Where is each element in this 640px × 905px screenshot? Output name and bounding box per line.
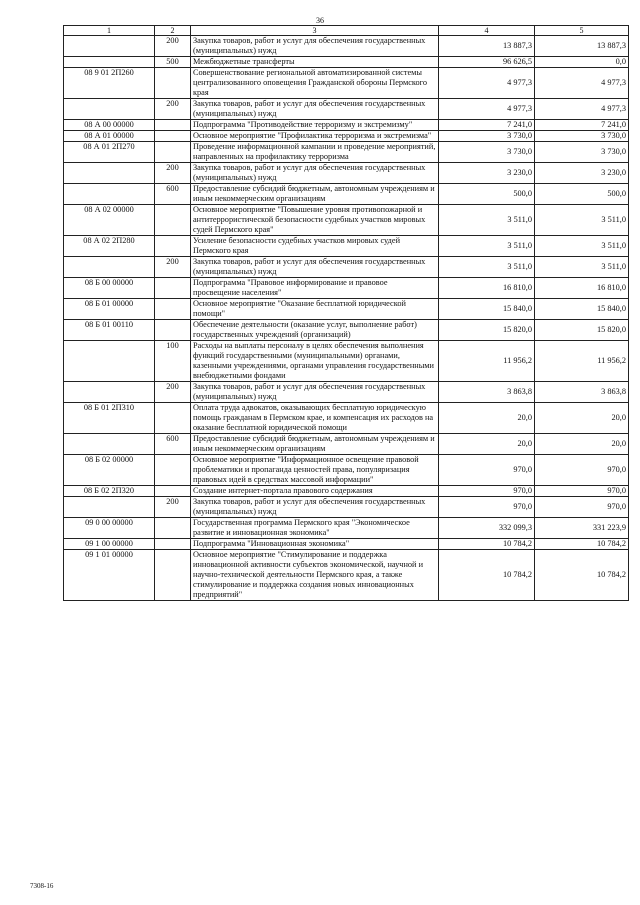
budget-table bbox=[63, 25, 629, 601]
table-row bbox=[64, 403, 629, 434]
table-row bbox=[64, 299, 629, 320]
row-value-2: 3 230,0 bbox=[535, 163, 629, 184]
header-col-5: 5 bbox=[535, 26, 629, 36]
row-code: 08 9 01 2П260 bbox=[64, 68, 155, 99]
header-col-4: 4 bbox=[439, 26, 535, 36]
row-value-1: 20,0 bbox=[439, 434, 535, 455]
row-expense-type: 200 bbox=[155, 382, 191, 403]
row-value-1: 10 784,2 bbox=[439, 539, 535, 550]
row-name: Основное мероприятие "Информационное освещение правовой проблематики и пропаганда ценностей права, популяризация правовых идей в средствах массовой информации" bbox=[191, 455, 439, 486]
row-value-2: 331 223,9 bbox=[535, 518, 629, 539]
row-value-1: 10 784,2 bbox=[439, 550, 535, 601]
row-name: Расходы на выплаты персоналу в целях обеспечения выполнения функций государственными (муниципальными) органами, казенными учреждениями, органами управления государственными внебюджетными фондами bbox=[191, 341, 439, 382]
row-value-1: 15 840,0 bbox=[439, 299, 535, 320]
header-col-3: 3 bbox=[191, 26, 439, 36]
row-value-2: 15 820,0 bbox=[535, 320, 629, 341]
row-value-1: 3 511,0 bbox=[439, 205, 535, 236]
row-expense-type: 100 bbox=[155, 341, 191, 382]
row-name: Подпрограмма "Противодействие терроризму и экстремизму" bbox=[191, 120, 439, 131]
row-expense-type bbox=[155, 299, 191, 320]
row-value-2: 970,0 bbox=[535, 497, 629, 518]
page-number: 36 bbox=[316, 16, 324, 25]
row-value-1: 3 511,0 bbox=[439, 257, 535, 278]
row-name: Государственная программа Пермского края "Экономическое развитие и инновационная экономика" bbox=[191, 518, 439, 539]
table-row bbox=[64, 497, 629, 518]
row-name: Проведение информационной кампании и проведение мероприятий, направленных на профилактику терроризма bbox=[191, 142, 439, 163]
row-code: 08 А 00 00000 bbox=[64, 120, 155, 131]
table-row bbox=[64, 486, 629, 497]
row-name: Основное мероприятие "Профилактика терроризма и экстремизма" bbox=[191, 131, 439, 142]
row-code bbox=[64, 163, 155, 184]
table-row bbox=[64, 382, 629, 403]
row-value-2: 10 784,2 bbox=[535, 550, 629, 601]
row-name: Закупка товаров, работ и услуг для обеспечения государственных (муниципальных) нужд bbox=[191, 163, 439, 184]
row-code: 08 Б 02 00000 bbox=[64, 455, 155, 486]
row-value-2: 20,0 bbox=[535, 434, 629, 455]
table-row bbox=[64, 99, 629, 120]
row-code bbox=[64, 257, 155, 278]
row-name: Предоставление субсидий бюджетным, автономным учреждениям и иным некоммерческим организациям bbox=[191, 184, 439, 205]
row-expense-type bbox=[155, 142, 191, 163]
row-value-1: 96 626,5 bbox=[439, 57, 535, 68]
table-row bbox=[64, 320, 629, 341]
table-row bbox=[64, 131, 629, 142]
row-code bbox=[64, 99, 155, 120]
row-code: 08 Б 01 2П310 bbox=[64, 403, 155, 434]
row-value-1: 7 241,0 bbox=[439, 120, 535, 131]
row-value-2: 4 977,3 bbox=[535, 68, 629, 99]
row-name: Предоставление субсидий бюджетным, автономным учреждениям и иным некоммерческим организациям bbox=[191, 434, 439, 455]
row-value-2: 20,0 bbox=[535, 403, 629, 434]
row-name: Закупка товаров, работ и услуг для обеспечения государственных (муниципальных) нужд bbox=[191, 257, 439, 278]
table-row bbox=[64, 518, 629, 539]
row-name: Подпрограмма "Правовое информирование и правовое просвещение населения" bbox=[191, 278, 439, 299]
row-name: Усиление безопасности судебных участков мировых судей Пермского края bbox=[191, 236, 439, 257]
row-code: 09 1 01 00000 bbox=[64, 550, 155, 601]
row-value-1: 970,0 bbox=[439, 486, 535, 497]
row-name: Обеспечение деятельности (оказание услуг, выполнение работ) государственных учреждений (организаций) bbox=[191, 320, 439, 341]
row-code: 08 А 01 00000 bbox=[64, 131, 155, 142]
row-name: Основное мероприятие "Стимулирование и поддержка инновационной активности субъектов экономической, научной и научно-технической деятельности Пермского края, а также стимулирование и поддержка создания новых инновационных предприятий" bbox=[191, 550, 439, 601]
row-code: 08 А 02 2П280 bbox=[64, 236, 155, 257]
row-value-1: 3 863,8 bbox=[439, 382, 535, 403]
row-code bbox=[64, 36, 155, 57]
row-expense-type bbox=[155, 403, 191, 434]
table-row bbox=[64, 434, 629, 455]
table-row bbox=[64, 163, 629, 184]
row-expense-type bbox=[155, 539, 191, 550]
row-name: Подпрограмма "Инновационная экономика" bbox=[191, 539, 439, 550]
row-code bbox=[64, 434, 155, 455]
row-value-2: 16 810,0 bbox=[535, 278, 629, 299]
row-expense-type bbox=[155, 278, 191, 299]
row-name: Основное мероприятие "Повышение уровня противопожарной и антитеррористической безопасности судебных участков мировых судей Пермского края" bbox=[191, 205, 439, 236]
row-expense-type bbox=[155, 550, 191, 601]
row-value-1: 13 887,3 bbox=[439, 36, 535, 57]
row-expense-type: 200 bbox=[155, 36, 191, 57]
row-expense-type bbox=[155, 120, 191, 131]
row-expense-type: 500 bbox=[155, 57, 191, 68]
row-value-1: 970,0 bbox=[439, 497, 535, 518]
row-code: 08 А 01 2П270 bbox=[64, 142, 155, 163]
row-value-2: 3 730,0 bbox=[535, 142, 629, 163]
row-value-2: 11 956,2 bbox=[535, 341, 629, 382]
row-code: 08 Б 00 00000 bbox=[64, 278, 155, 299]
row-value-2: 3 730,0 bbox=[535, 131, 629, 142]
row-name: Закупка товаров, работ и услуг для обеспечения государственных (муниципальных) нужд bbox=[191, 382, 439, 403]
table-row bbox=[64, 257, 629, 278]
row-expense-type: 600 bbox=[155, 184, 191, 205]
row-expense-type bbox=[155, 236, 191, 257]
table-row bbox=[64, 539, 629, 550]
table-row bbox=[64, 57, 629, 68]
row-value-1: 4 977,3 bbox=[439, 99, 535, 120]
table-row bbox=[64, 120, 629, 131]
row-expense-type bbox=[155, 518, 191, 539]
table-row bbox=[64, 205, 629, 236]
row-code bbox=[64, 57, 155, 68]
row-code bbox=[64, 497, 155, 518]
table-row bbox=[64, 142, 629, 163]
row-value-1: 20,0 bbox=[439, 403, 535, 434]
row-code: 09 0 00 00000 bbox=[64, 518, 155, 539]
table-row bbox=[64, 36, 629, 57]
table-row bbox=[64, 455, 629, 486]
table-row bbox=[64, 278, 629, 299]
row-value-2: 970,0 bbox=[535, 455, 629, 486]
row-value-1: 11 956,2 bbox=[439, 341, 535, 382]
row-code: 08 А 02 00000 bbox=[64, 205, 155, 236]
row-expense-type: 200 bbox=[155, 163, 191, 184]
row-name: Закупка товаров, работ и услуг для обеспечения государственных (муниципальных) нужд bbox=[191, 99, 439, 120]
row-value-1: 15 820,0 bbox=[439, 320, 535, 341]
row-expense-type bbox=[155, 131, 191, 142]
row-value-1: 332 099,3 bbox=[439, 518, 535, 539]
row-name: Совершенствование региональной автоматизированной системы централизованного оповещения Гражданской обороны Пермского края bbox=[191, 68, 439, 99]
table-body bbox=[64, 36, 629, 601]
row-value-2: 3 863,8 bbox=[535, 382, 629, 403]
row-code: 08 Б 01 00000 bbox=[64, 299, 155, 320]
row-value-2: 7 241,0 bbox=[535, 120, 629, 131]
row-name: Закупка товаров, работ и услуг для обеспечения государственных (муниципальных) нужд bbox=[191, 36, 439, 57]
row-value-2: 4 977,3 bbox=[535, 99, 629, 120]
row-value-2: 3 511,0 bbox=[535, 236, 629, 257]
row-value-1: 3 230,0 bbox=[439, 163, 535, 184]
row-value-2: 0,0 bbox=[535, 57, 629, 68]
row-value-2: 3 511,0 bbox=[535, 205, 629, 236]
row-expense-type bbox=[155, 455, 191, 486]
row-value-2: 10 784,2 bbox=[535, 539, 629, 550]
row-code: 08 Б 02 2П320 bbox=[64, 486, 155, 497]
row-value-1: 970,0 bbox=[439, 455, 535, 486]
row-value-2: 15 840,0 bbox=[535, 299, 629, 320]
row-value-2: 500,0 bbox=[535, 184, 629, 205]
row-value-2: 3 511,0 bbox=[535, 257, 629, 278]
row-code bbox=[64, 184, 155, 205]
row-expense-type bbox=[155, 68, 191, 99]
table-row bbox=[64, 341, 629, 382]
row-name: Закупка товаров, работ и услуг для обеспечения государственных (муниципальных) нужд bbox=[191, 497, 439, 518]
row-expense-type bbox=[155, 320, 191, 341]
row-code bbox=[64, 382, 155, 403]
row-value-1: 3 511,0 bbox=[439, 236, 535, 257]
row-expense-type: 600 bbox=[155, 434, 191, 455]
row-name: Оплата труда адвокатов, оказывающих бесплатную юридическую помощь гражданам в Пермском крае, и компенсация их расходов на оказание бесплатной юридической помощи bbox=[191, 403, 439, 434]
table-row bbox=[64, 68, 629, 99]
row-value-2: 13 887,3 bbox=[535, 36, 629, 57]
header-col-2: 2 bbox=[155, 26, 191, 36]
row-code bbox=[64, 341, 155, 382]
row-expense-type bbox=[155, 205, 191, 236]
row-name: Межбюджетные трансферты bbox=[191, 57, 439, 68]
header-col-1: 1 bbox=[64, 26, 155, 36]
row-expense-type: 200 bbox=[155, 497, 191, 518]
table-row bbox=[64, 550, 629, 601]
row-code: 08 Б 01 00110 bbox=[64, 320, 155, 341]
table-row bbox=[64, 236, 629, 257]
row-expense-type: 200 bbox=[155, 99, 191, 120]
row-value-1: 3 730,0 bbox=[439, 142, 535, 163]
row-value-1: 500,0 bbox=[439, 184, 535, 205]
row-value-2: 970,0 bbox=[535, 486, 629, 497]
row-value-1: 3 730,0 bbox=[439, 131, 535, 142]
row-value-1: 4 977,3 bbox=[439, 68, 535, 99]
row-name: Основное мероприятие "Оказание бесплатной юридической помощи" bbox=[191, 299, 439, 320]
row-value-1: 16 810,0 bbox=[439, 278, 535, 299]
table-header-row bbox=[64, 26, 629, 36]
row-code: 09 1 00 00000 bbox=[64, 539, 155, 550]
row-name: Создание интернет-портала правового содержания bbox=[191, 486, 439, 497]
row-expense-type bbox=[155, 486, 191, 497]
table-row bbox=[64, 184, 629, 205]
footer-code: 7308-16 bbox=[30, 882, 54, 890]
row-expense-type: 200 bbox=[155, 257, 191, 278]
